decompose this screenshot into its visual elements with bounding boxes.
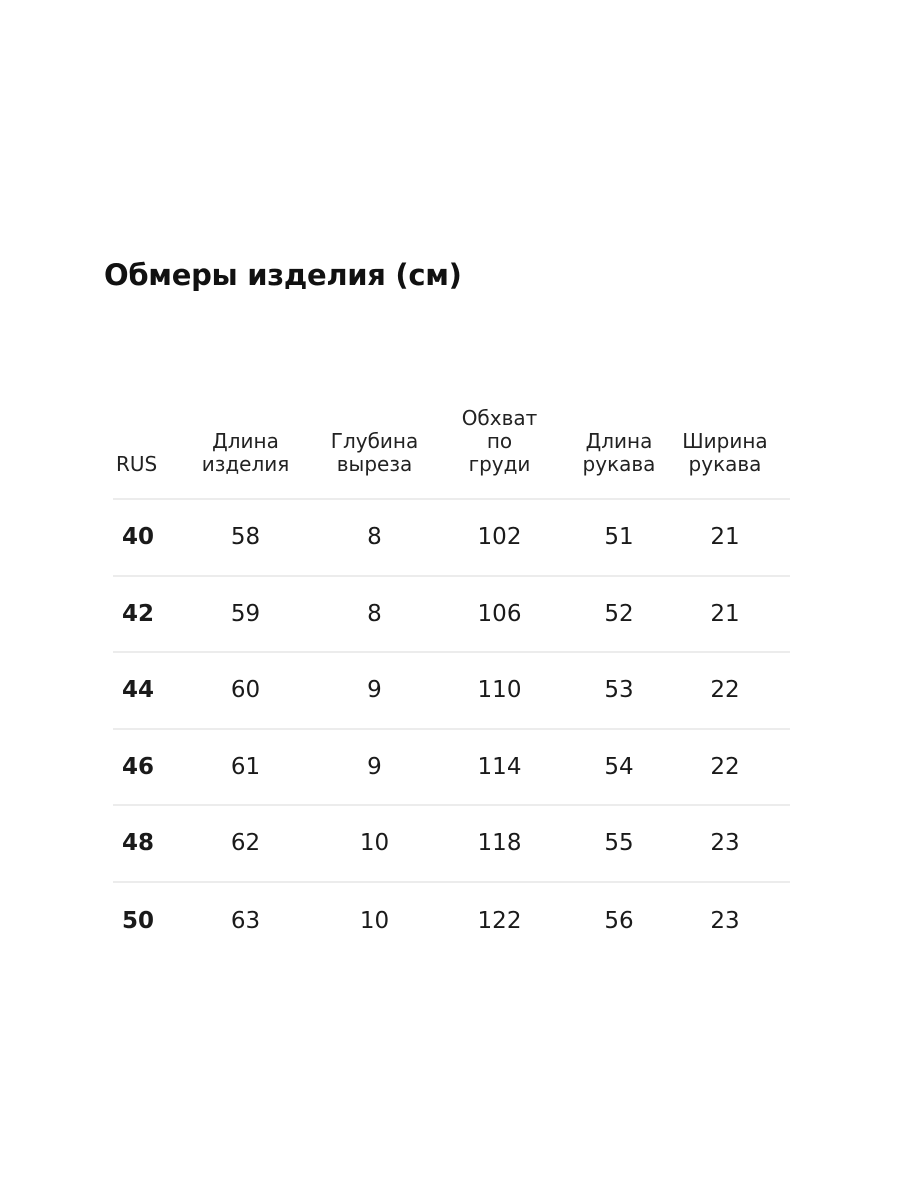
cell-chest: 106 [477, 600, 522, 627]
cell-sleeve-width: 21 [710, 600, 740, 627]
cell-neck-depth: 8 [367, 600, 382, 627]
table-row [113, 653, 790, 730]
cell-chest: 122 [477, 907, 522, 934]
cell-sleeve-width: 22 [710, 753, 740, 780]
table-row [113, 806, 790, 883]
header-sleeve-length: Длина рукава [582, 429, 656, 476]
cell-sleeve-length: 53 [604, 677, 634, 704]
cell-size: 50 [122, 907, 155, 934]
table-row [113, 730, 790, 807]
table-row [113, 883, 790, 960]
cell-length: 61 [230, 753, 261, 780]
cell-sleeve-width: 22 [710, 677, 740, 704]
header-chest: Обхват по груди [461, 406, 538, 476]
cell-chest: 102 [477, 524, 522, 551]
cell-neck-depth: 10 [359, 830, 390, 857]
cell-size: 48 [122, 830, 155, 857]
cell-length: 59 [230, 600, 261, 627]
table-header-row [113, 400, 790, 500]
header-length: Длина изделия [201, 429, 290, 476]
cell-sleeve-width: 23 [710, 907, 740, 934]
cell-sleeve-width: 21 [710, 524, 740, 551]
cell-length: 58 [230, 524, 261, 551]
cell-sleeve-length: 52 [604, 600, 634, 627]
cell-chest: 114 [477, 753, 522, 780]
cell-sleeve-length: 51 [604, 524, 634, 551]
cell-sleeve-length: 54 [604, 753, 634, 780]
cell-length: 62 [230, 830, 261, 857]
table-row [113, 577, 790, 654]
header-neck-depth: Глубина выреза [330, 429, 419, 476]
size-table [113, 400, 790, 959]
cell-size: 46 [122, 753, 155, 780]
cell-neck-depth: 8 [367, 524, 382, 551]
table-row [113, 500, 790, 577]
cell-sleeve-length: 56 [604, 907, 634, 934]
cell-chest: 118 [477, 830, 522, 857]
cell-neck-depth: 9 [367, 753, 382, 780]
header-rus: RUS [116, 452, 158, 476]
cell-size: 44 [122, 677, 155, 704]
cell-sleeve-length: 55 [604, 830, 634, 857]
cell-size: 40 [122, 524, 155, 551]
cell-length: 60 [230, 677, 261, 704]
cell-neck-depth: 10 [359, 907, 390, 934]
page-title: Обмеры изделия (см) [104, 258, 462, 292]
cell-sleeve-width: 23 [710, 830, 740, 857]
cell-chest: 110 [477, 677, 522, 704]
cell-neck-depth: 9 [367, 677, 382, 704]
cell-size: 42 [122, 600, 155, 627]
header-sleeve-width: Ширина рукава [682, 429, 768, 476]
cell-length: 63 [230, 907, 261, 934]
